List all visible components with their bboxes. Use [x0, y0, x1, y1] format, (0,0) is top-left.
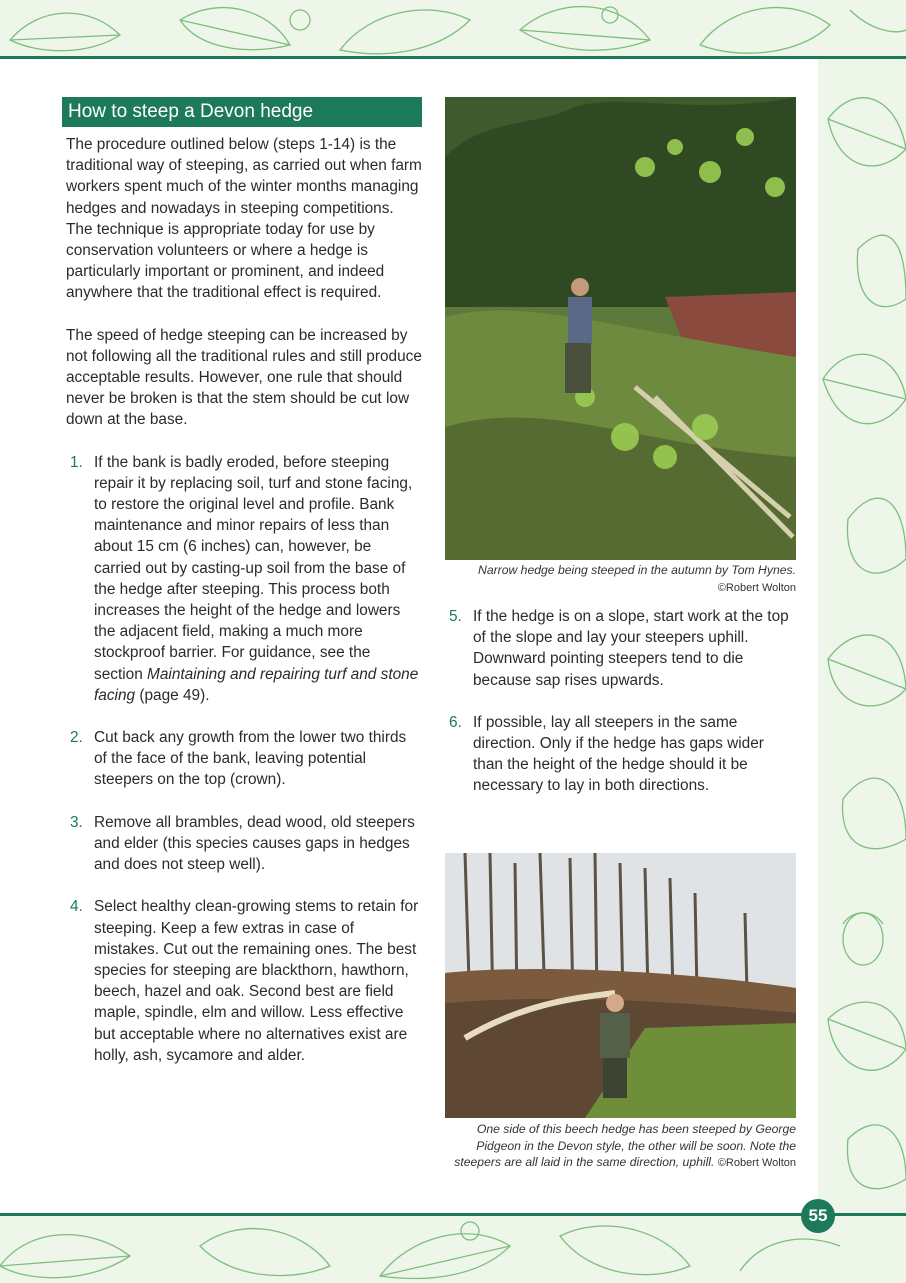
step-number: 5.: [449, 608, 462, 625]
step-number: 1.: [70, 453, 83, 471]
step-item: [445, 712, 795, 797]
decorative-leaf-strip-right: [818, 59, 906, 1213]
photo-beech-hedge: [445, 853, 796, 1118]
photo-caption: [445, 1121, 796, 1172]
step-number: 6.: [449, 713, 462, 731]
step-item: [66, 452, 422, 706]
left-column: [66, 134, 422, 1066]
photo-credit: ©Robert Wolton: [717, 1157, 796, 1169]
intro-paragraph: The procedure outlined below (steps 1-14) is the traditional way of steeping, as carried out when farm workers spent much of the winter months managing hedges and nowadays in steeping competitions. The technique is appropriate today for use by conservation volunteers or where a hedge is particularly important or prominent, and indeed anywhere that the traditional effect is required.: [66, 136, 422, 302]
step-text-emphasis: Maintaining and repairing turf and stone facing: [94, 665, 419, 704]
step-item: [445, 606, 795, 691]
step-text: Cut back any growth from the lower two thirds of the face of the bank, leaving potential steepers on the top (crown).: [94, 729, 407, 789]
right-column: [445, 606, 795, 797]
step-text: Remove all brambles, dead wood, old steepers and elder (this species causes gaps in hedges and does not steep well).: [94, 813, 415, 874]
step-item: [66, 812, 422, 876]
section-heading: [62, 97, 422, 127]
decorative-leaf-band-bottom: [0, 1213, 906, 1283]
step-text: If possible, lay all steepers in the same direction. Only if the hedge has gaps wider than the height of the hedge should it be necessary to lay in both directions.: [473, 713, 764, 795]
step-number: 3.: [70, 813, 83, 831]
caption-text: Narrow hedge being steeped in the autumn by Tom Hynes.: [478, 563, 796, 577]
step-number: 2.: [70, 729, 83, 747]
photo-caption: [445, 562, 796, 596]
intro-paragraph: The speed of hedge steeping can be increased by not following all the traditional rules and still produce acceptable results. However, one rule that should never be broken is that the stem should be cut low down at the base.: [66, 326, 422, 429]
step-item: [66, 727, 422, 791]
decorative-leaf-band-top: [0, 0, 906, 59]
step-text: (page 49).: [135, 686, 210, 704]
caption-text: One side of this beech hedge has been steeped by George Pidgeon in the Devon style, the other will be soon. Note the steepers are all laid in the same direction, uphill.: [454, 1122, 796, 1169]
step-item: [66, 896, 422, 1066]
photo-hedge-steeping-autumn: [445, 97, 796, 560]
step-number: 4.: [70, 898, 83, 916]
step-text: If the hedge is on a slope, start work at the top of the slope and lay your steepers uphill. Downward pointing steepers tend to die because sap rises upwards.: [473, 608, 789, 689]
section-heading-text: How to steep a Devon hedge: [68, 101, 314, 122]
step-text: Select healthy clean-growing stems to retain for steeping. Keep a few extras in case of mistakes. Cut out the remaining ones. The best species for steeping are blackthorn, hawthorn, beech, hazel and oak. Second best are field maple, spindle, elm and willow. Less effective but acceptable where no alternatives exist are holly, ash, sycamore and alder.: [94, 898, 419, 1064]
page-number: 55: [801, 1199, 835, 1233]
photo-credit: ©Robert Wolton: [717, 581, 796, 594]
step-text: If the bank is badly eroded, before steeping repair it by replacing soil, turf and stone facing, to restore the original level and profile. Bank maintenance and minor repairs of less than about 15 cm (6 inches) can, however, be carried out by casting-up soil from the base of the hedge after steeping. This process both increases the height of the hedge and lowers the adjacent field, making a much more stockproof barrier. For guidance, see the section: [94, 453, 413, 683]
